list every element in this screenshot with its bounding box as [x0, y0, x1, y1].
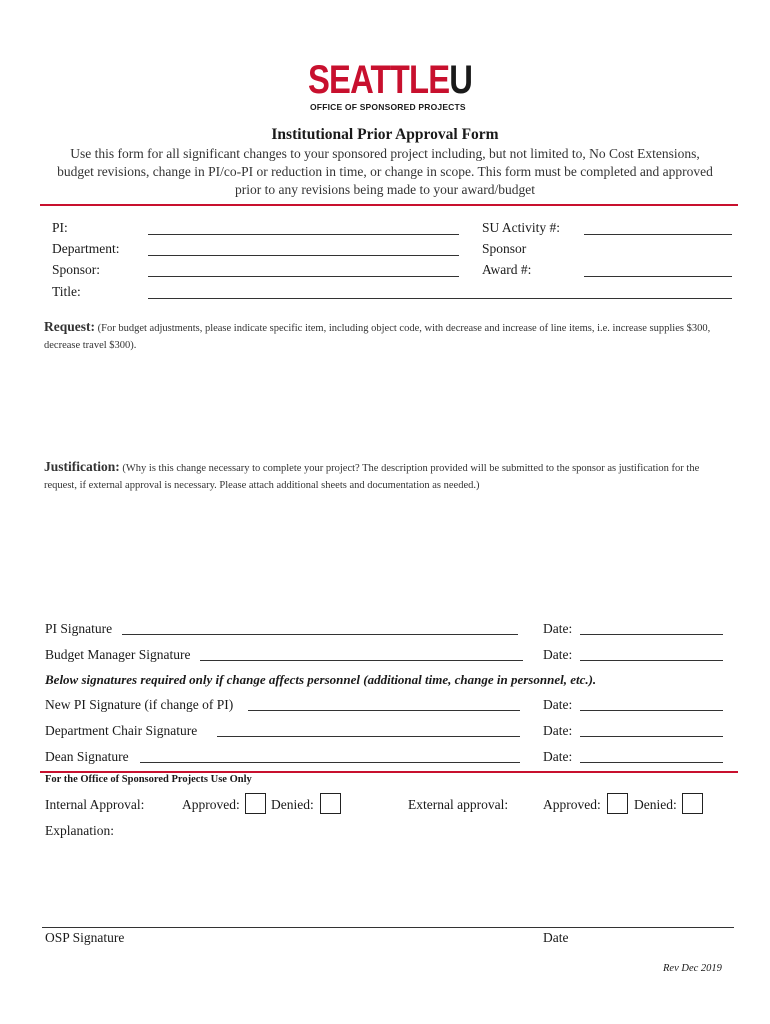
new-pi-signature-line[interactable] — [248, 710, 520, 711]
pi-date-label: Date: — [543, 621, 573, 636]
osp-date-label: Date — [543, 930, 569, 945]
logo-word-red: SEATTLE — [308, 58, 450, 102]
pi-date-line[interactable] — [580, 634, 723, 635]
internal-denied-label: Denied: — [271, 797, 314, 812]
external-approval-label: External approval: — [408, 797, 509, 812]
form-intro: Use this form for all significant changes to your sponsored project including, but not limited to, No Cost Extensions, budget revisions, change in PI/co-PI or reduction in time, or change in scope. This form must be completed and approved prior to any revisions being made to your award/budget — [57, 146, 713, 197]
osp-divider — [40, 771, 738, 773]
seattle-u-logo — [308, 60, 472, 100]
dept-chair-signature-line[interactable] — [217, 736, 520, 737]
su-activity-line[interactable] — [584, 234, 732, 235]
dept-chair-signature-label: Department Chair Signature — [45, 723, 198, 738]
logo-subtitle: OFFICE OF SPONSORED PROJECTS — [310, 102, 466, 112]
sponsor-line[interactable] — [148, 276, 459, 277]
request-section[interactable] — [44, 318, 734, 354]
form-title: Institutional Prior Approval Form — [271, 126, 499, 143]
sponsor-award-line[interactable] — [584, 276, 732, 277]
department-line[interactable] — [148, 255, 459, 256]
su-activity-label: SU Activity #: — [482, 220, 561, 235]
internal-denied-checkbox[interactable] — [320, 793, 341, 814]
dean-signature-line[interactable] — [140, 762, 520, 763]
explanation-label: Explanation: — [45, 823, 114, 838]
external-denied-checkbox[interactable] — [682, 793, 703, 814]
new-pi-date-label: Date: — [543, 697, 573, 712]
external-denied-label: Denied: — [634, 797, 677, 812]
justification-instructions: (Why is this change necessary to complete your project? The description provided will be submitted to the sponsor as justification for the request, if external approval is necessary. Please attach additional sheets and documentation as needed.) — [44, 463, 700, 491]
request-label: Request: — [44, 319, 95, 334]
dean-date-line[interactable] — [580, 762, 723, 763]
external-approved-checkbox[interactable] — [607, 793, 628, 814]
pi-label: PI: — [52, 220, 68, 235]
pi-signature-line[interactable] — [122, 634, 518, 635]
budget-manager-signature-label: Budget Manager Signature — [45, 647, 191, 662]
dean-date-label: Date: — [543, 749, 573, 764]
osp-signature-line[interactable] — [42, 927, 734, 928]
internal-approved-checkbox[interactable] — [245, 793, 266, 814]
sponsor-award-label-2: Award #: — [482, 262, 532, 277]
request-instructions: (For budget adjustments, please indicate specific item, including object code, with decrease and increase of line items, i.e. increase supplies $300, decrease travel $300). — [44, 323, 711, 351]
dean-signature-label: Dean Signature — [45, 749, 129, 764]
sponsor-label: Sponsor: — [52, 262, 101, 277]
logo-word-u: U — [449, 58, 473, 102]
budget-manager-date-label: Date: — [543, 647, 573, 662]
budget-manager-signature-line[interactable] — [200, 660, 523, 661]
internal-approved-label: Approved: — [182, 797, 240, 812]
pi-signature-label: PI Signature — [45, 621, 113, 636]
dept-chair-date-line[interactable] — [580, 736, 723, 737]
osp-header: For the Office of Sponsored Projects Use Only — [45, 774, 252, 785]
internal-approval-label: Internal Approval: — [45, 797, 145, 812]
justification-section[interactable] — [44, 458, 734, 494]
pi-line[interactable] — [148, 234, 459, 235]
external-approved-label: Approved: — [543, 797, 601, 812]
title-line[interactable] — [148, 298, 732, 299]
personnel-warning: Below signatures required only if change affects personnel (additional time, change in personnel, etc.). — [45, 672, 597, 687]
budget-manager-date-line[interactable] — [580, 660, 723, 661]
department-label: Department: — [52, 241, 120, 256]
revision-note: Rev Dec 2019 — [663, 963, 722, 974]
header-divider — [40, 204, 738, 206]
sponsor-award-label-1: Sponsor — [482, 241, 527, 256]
new-pi-date-line[interactable] — [580, 710, 723, 711]
title-label: Title: — [52, 284, 81, 299]
justification-label: Justification: — [44, 459, 120, 474]
new-pi-signature-label: New PI Signature (if change of PI) — [45, 697, 234, 712]
dept-chair-date-label: Date: — [543, 723, 573, 738]
osp-signature-label: OSP Signature — [45, 930, 125, 945]
